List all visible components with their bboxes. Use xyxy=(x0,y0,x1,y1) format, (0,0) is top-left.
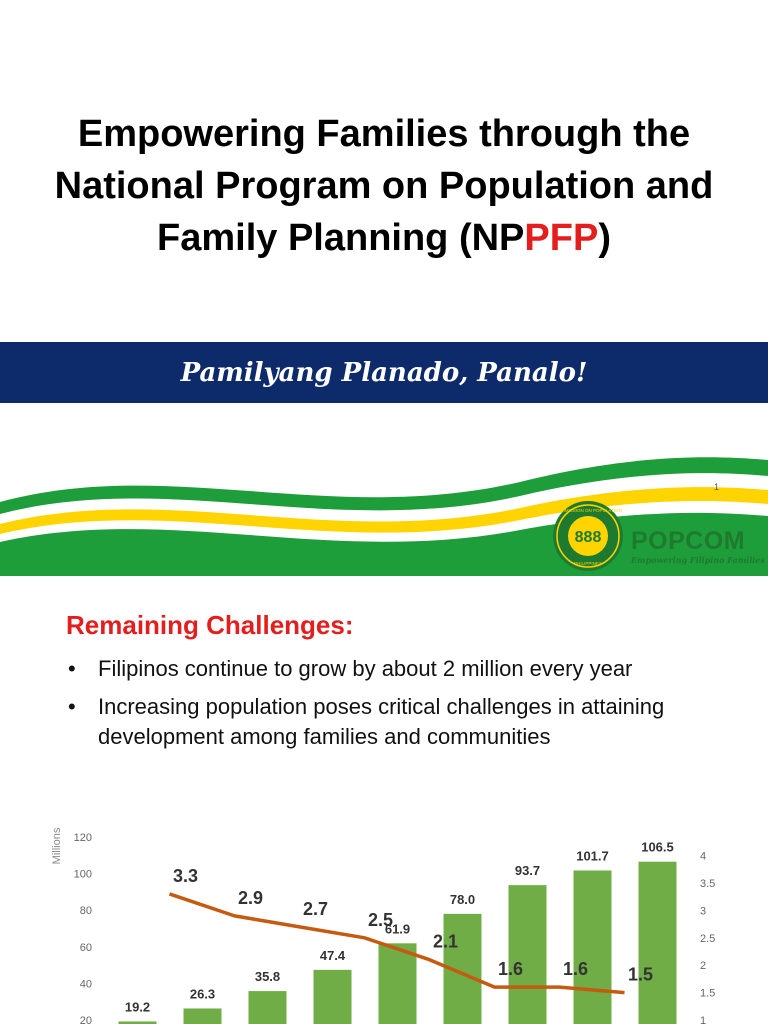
bar xyxy=(574,870,612,1024)
tagline-band xyxy=(0,342,768,403)
bar xyxy=(509,885,547,1024)
bullet-item xyxy=(66,692,746,752)
y2-tick-label: 4 xyxy=(700,850,707,863)
title-text-end: ) xyxy=(598,217,611,259)
bar-value-label: 93.7 xyxy=(514,863,541,879)
line-value-label: 2.5 xyxy=(367,909,394,930)
popcom-brand xyxy=(631,528,765,565)
page-number: 1 xyxy=(714,482,720,492)
line-value-label: 1.5 xyxy=(627,964,654,985)
seal-digits: 888 xyxy=(574,529,602,546)
bar xyxy=(249,991,287,1024)
brand-tagline: Empowering Filipino Families xyxy=(631,555,765,565)
bullet-dot-icon: • xyxy=(68,656,76,681)
title-text: Empowering Families through the National Program on Population and Family Planning (NP xyxy=(54,113,714,259)
bar-value-label: 47.4 xyxy=(319,947,346,963)
y-tick-label: 100 xyxy=(73,868,92,881)
popcom-seal-icon xyxy=(552,500,624,572)
line-value-label: 2.1 xyxy=(432,931,459,952)
y-tick-label: 80 xyxy=(79,905,92,918)
bar xyxy=(184,1008,222,1024)
bar-value-label: 19.2 xyxy=(124,999,151,1015)
bar-value-label: 26.3 xyxy=(189,986,216,1002)
challenges-heading: Remaining Challenges: xyxy=(66,610,354,640)
y2-tick-label: 1.5 xyxy=(700,987,716,1000)
bar-value-label: 61.9 xyxy=(384,921,411,937)
challenges-slide xyxy=(0,576,768,1024)
bullet-list xyxy=(66,654,746,760)
line-value-label: 2.7 xyxy=(302,898,329,919)
tagline-text: Pamilyang Planado, Panalo! xyxy=(180,357,588,388)
y-axis-title: Millions xyxy=(51,827,63,865)
bar-value-label: 35.8 xyxy=(254,969,281,985)
slide-title xyxy=(40,108,728,264)
brand-name: POPCOM xyxy=(631,527,746,555)
y2-tick-label: 3 xyxy=(700,905,707,918)
bar xyxy=(314,970,352,1024)
line-value-label: 1.6 xyxy=(497,959,524,980)
population-chart xyxy=(0,806,768,1024)
y-tick-label: 20 xyxy=(79,1015,92,1024)
y2-tick-label: 1 xyxy=(700,1015,707,1024)
title-highlight: PFP xyxy=(524,217,599,259)
y2-tick-label: 2.5 xyxy=(700,932,716,945)
bullet-text: Filipinos continue to grow by about 2 million every year xyxy=(98,656,633,681)
seal-ring-bottom: PHILIPPINES xyxy=(574,561,602,566)
bullet-dot-icon: • xyxy=(68,694,76,719)
bullet-item xyxy=(66,654,746,684)
bar-value-label: 78.0 xyxy=(449,891,476,907)
bar-value-label: 101.7 xyxy=(576,848,609,864)
bar xyxy=(639,862,677,1024)
y-tick-label: 120 xyxy=(73,832,92,844)
bar xyxy=(379,943,417,1024)
line-value-label: 2.9 xyxy=(237,887,264,908)
bullet-text: Increasing population poses critical challenges in attaining development among families and communities xyxy=(98,694,665,749)
y-tick-label: 40 xyxy=(79,978,92,991)
y2-tick-label: 2 xyxy=(700,960,707,973)
line-value-label: 1.6 xyxy=(562,959,589,980)
y-tick-label: 60 xyxy=(79,941,92,954)
y2-tick-label: 3.5 xyxy=(700,878,716,890)
seal-ring-top: COMMISSION ON POPULATION xyxy=(554,508,622,513)
bar-value-label: 106.5 xyxy=(641,839,674,855)
line-value-label: 3.3 xyxy=(172,865,199,886)
